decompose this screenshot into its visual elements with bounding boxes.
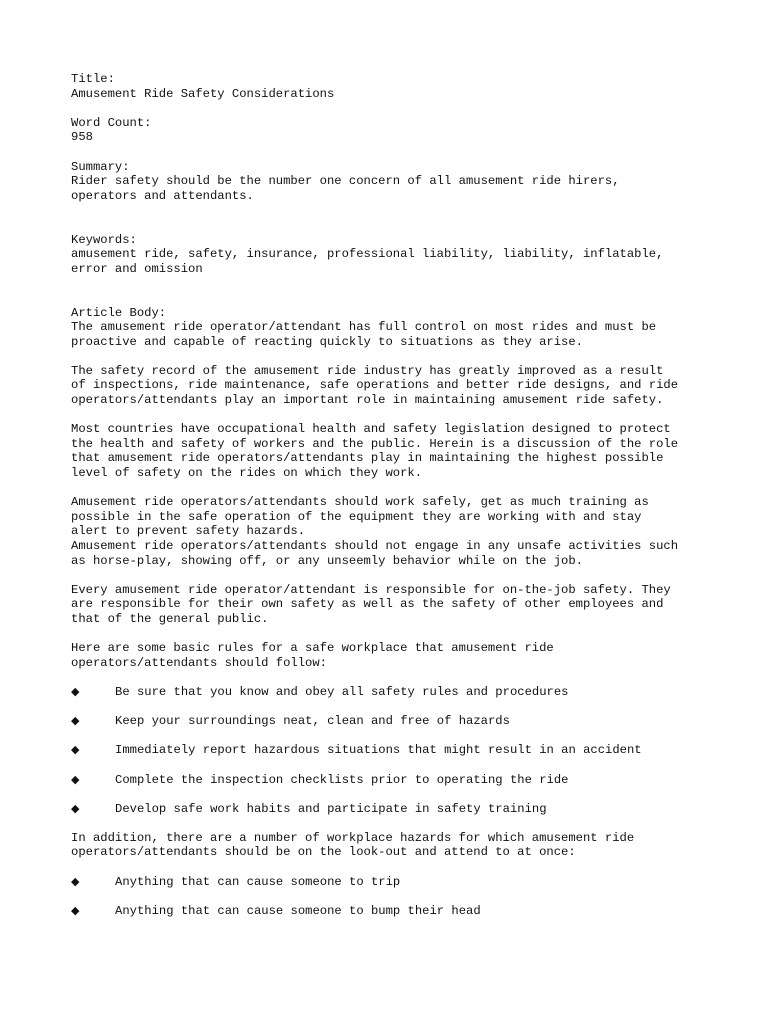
bullet-diamond-icon: ◆: [71, 684, 80, 698]
title-label: Title:: [71, 72, 115, 86]
bullet-diamond-icon: ◆: [71, 874, 80, 888]
safety-rule-item: [71, 773, 711, 788]
safety-rule-item-text: Develop safe work habits and participate in safety training: [115, 801, 547, 816]
paragraph-line: are responsible for their own safety as well as the safety of other employees and: [71, 597, 664, 612]
summary-line: Rider safety should be the number one concern of all amusement ride hirers,: [71, 174, 620, 189]
paragraph-line: Amusement ride operators/attendants should not engage in any unsafe activities such: [71, 539, 679, 553]
paragraph-line: operators/attendants should be on the look-out and attend to at once:: [71, 845, 576, 860]
article-body-label: Article Body:: [71, 305, 167, 320]
paragraph-line: of inspections, ride maintenance, safe operations and better ride designs, and ride: [71, 378, 679, 393]
bullet-diamond-icon: ◆: [71, 714, 80, 728]
document-title: Amusement Ride Safety Considerations: [71, 86, 335, 101]
bullet-diamond-icon: ◆: [71, 772, 80, 786]
paragraph-line: Every amusement ride operator/attendant is responsible for on-the-job safety. They: [71, 582, 671, 597]
bullet-diamond-icon: ◆: [71, 903, 80, 917]
paragraph: [71, 422, 711, 480]
paragraph-line: Here are some basic rules for a safe workplace that amusement ride: [71, 641, 554, 656]
article-body: [71, 320, 711, 918]
summary-label: Summary:: [71, 159, 130, 174]
safety-rule-item: [71, 743, 711, 758]
paragraph-line: In addition, there are a number of workplace hazards for which amusement ride: [71, 830, 635, 845]
paragraph-line: proactive and capable of reacting quickly to situations as they arise.: [71, 334, 583, 349]
paragraph-line: possible in the safe operation of the equipment they are working with and stay: [71, 509, 642, 524]
document-body: [71, 72, 711, 918]
safety-rule-item: [71, 685, 711, 700]
word-count-label: Word Count:: [71, 115, 152, 130]
paragraph-line: as horse-play, showing off, or any unseemly behavior while on the job.: [71, 553, 583, 568]
keywords-label: Keywords:: [71, 232, 137, 247]
paragraph-line: alert to prevent safety hazards.: [71, 524, 306, 539]
paragraph-line: Most countries have occupational health and safety legislation designed to protect: [71, 422, 671, 437]
paragraph-line: that amusement ride operators/attendants play in maintaining the highest possible: [71, 451, 664, 466]
keywords: [71, 247, 711, 276]
paragraph: [71, 495, 711, 568]
hazard-item-text: Anything that can cause someone to trip: [115, 874, 401, 889]
safety-rule-item-text: Be sure that you know and obey all safety rules and procedures: [115, 684, 569, 699]
hazard-item: [71, 875, 711, 890]
paragraph: [71, 583, 711, 627]
paragraph-line: that of the general public.: [71, 611, 269, 626]
paragraph: [71, 364, 711, 408]
word-count-value: 958: [71, 130, 93, 145]
bullet-diamond-icon: ◆: [71, 801, 80, 815]
safety-rule-item-text: Complete the inspection checklists prior to operating the ride: [115, 772, 569, 787]
hazard-item-text: Anything that can cause someone to bump their head: [115, 903, 481, 918]
paragraph-line: the health and safety of workers and the public. Herein is a discussion of the role: [71, 436, 679, 451]
summary: [71, 174, 711, 203]
safety-rule-item: [71, 714, 711, 729]
paragraph-line: The amusement ride operator/attendant has full control on most rides and must be: [71, 320, 657, 335]
safety-rule-item-text: Immediately report hazardous situations that might result in an accident: [115, 743, 642, 758]
paragraph-line: Amusement ride operators/attendants should work safely, get as much training as: [71, 495, 649, 510]
bullet-diamond-icon: ◆: [71, 743, 80, 757]
paragraph-line: The safety record of the amusement ride industry has greatly improved as a result: [71, 363, 664, 378]
paragraph-line: operators/attendants should follow:: [71, 655, 327, 670]
paragraph: [71, 831, 711, 860]
hazard-item: [71, 904, 711, 919]
paragraph-line: operators/attendants play an important role in maintaining amusement ride safety.: [71, 393, 664, 408]
keywords-line: amusement ride, safety, insurance, professional liability, liability, inflatable,: [71, 247, 664, 262]
paragraph: [71, 320, 711, 349]
safety-rule-item: [71, 802, 711, 817]
paragraph: [71, 641, 711, 670]
keywords-line: error and omission: [71, 261, 203, 276]
safety-rule-item-text: Keep your surroundings neat, clean and free of hazards: [115, 714, 510, 729]
summary-line: operators and attendants.: [71, 188, 254, 203]
paragraph-line: level of safety on the rides on which they work.: [71, 466, 423, 481]
